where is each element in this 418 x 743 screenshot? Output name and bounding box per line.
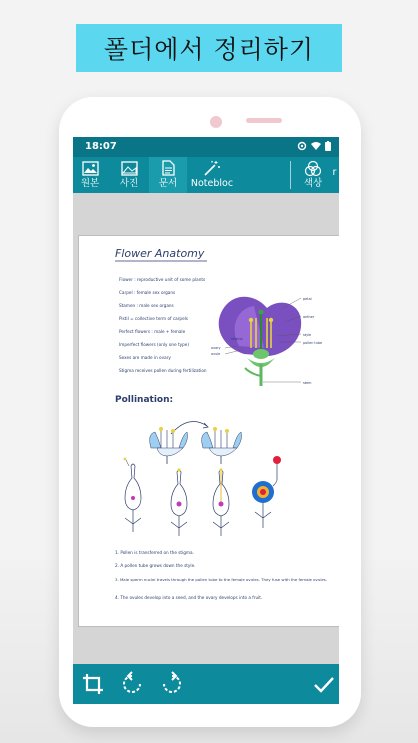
- bullet-item: Stamen : male sex organs: [119, 303, 174, 308]
- pollination-steps: [115, 550, 327, 600]
- checkmark-icon: [311, 671, 337, 697]
- document-icon: [162, 159, 175, 177]
- tool-original-label: 원본: [80, 178, 100, 189]
- rotate-right-button[interactable]: [159, 671, 185, 697]
- tool-overflow-label: r: [332, 167, 337, 178]
- rotate-left-icon: [119, 671, 145, 697]
- document-content: [79, 236, 339, 626]
- diagram-label: stem: [303, 381, 312, 385]
- filter-toolbar: [73, 157, 339, 193]
- color-palette-icon: [304, 159, 322, 177]
- diagram-label: ovary: [211, 346, 221, 350]
- step-item: 3. Male sperm nuclei travels through the pollen tube to the female ovules. They fuse with the female ovules.: [115, 577, 328, 582]
- tool-document-label: 문서: [158, 178, 178, 189]
- bullet-item: Stigma receives pollen during fertilization: [119, 368, 207, 373]
- flower-diagram: [219, 297, 301, 386]
- tool-notebloc-label: Notebloc: [190, 178, 234, 189]
- status-bar: [73, 137, 339, 157]
- tool-color[interactable]: [299, 157, 327, 193]
- diagram-label: stigma: [231, 337, 243, 341]
- tool-photo-label: 사진: [119, 178, 139, 189]
- diagram-label: pollen tube: [303, 341, 323, 345]
- bullet-item: Perfect flowers : male + female: [119, 329, 186, 334]
- pollination-illustration: [124, 422, 281, 537]
- scanned-document-page: [78, 235, 339, 627]
- bullet-item: Pistil = collective term of carpels: [119, 316, 188, 321]
- wifi-icon: [311, 141, 321, 151]
- tool-original[interactable]: [75, 157, 105, 193]
- crop-button[interactable]: [80, 671, 106, 697]
- bullet-item: Flower : reproductive unit of some plants: [119, 277, 206, 282]
- toolbar-divider: [290, 161, 291, 189]
- step-item: 2. A pollen tube grows down the style.: [115, 563, 196, 568]
- bullet-item: Carpel : female sex organs: [119, 290, 176, 295]
- status-time: 18:07: [85, 141, 117, 152]
- phone-screen: [73, 137, 339, 704]
- diagram-label: anther: [303, 315, 315, 319]
- tool-notebloc[interactable]: [189, 157, 235, 193]
- crop-icon: [80, 671, 106, 697]
- original-image-icon: [82, 159, 99, 177]
- bottom-action-bar: [73, 664, 339, 704]
- tool-document[interactable]: [149, 157, 187, 193]
- magic-wand-icon: [203, 159, 221, 177]
- diagram-label: style: [303, 333, 312, 337]
- diagram-label: petal: [303, 297, 312, 301]
- rotate-left-button[interactable]: [119, 671, 145, 697]
- camera-dot: [210, 116, 222, 128]
- bullet-item: Imperfect flowers (only one type): [119, 342, 189, 347]
- photo-icon: [121, 159, 138, 177]
- rotate-right-icon: [159, 671, 185, 697]
- diagram-label: ovule: [211, 352, 221, 356]
- step-item: 1. Pollen is transferred on the stigma.: [115, 550, 194, 555]
- banner-title: 폴더에서 정리하기: [76, 24, 342, 72]
- doc-title: Flower Anatomy: [115, 247, 205, 260]
- tool-photo[interactable]: [113, 157, 145, 193]
- battery-icon: [325, 141, 331, 151]
- section-heading: Pollination:: [115, 395, 174, 405]
- step-item: 4. The ovules develop into a seed, and the ovary develops into a fruit.: [115, 595, 263, 600]
- bullet-list: [119, 277, 207, 373]
- tool-color-label: 색상: [303, 178, 323, 189]
- bullet-item: Sexes are made in ovary: [119, 355, 171, 360]
- sync-icon: [297, 141, 307, 151]
- tool-overflow[interactable]: [330, 166, 339, 202]
- confirm-button[interactable]: [311, 671, 337, 697]
- speaker-slot: [246, 118, 282, 123]
- status-icons: [297, 141, 331, 151]
